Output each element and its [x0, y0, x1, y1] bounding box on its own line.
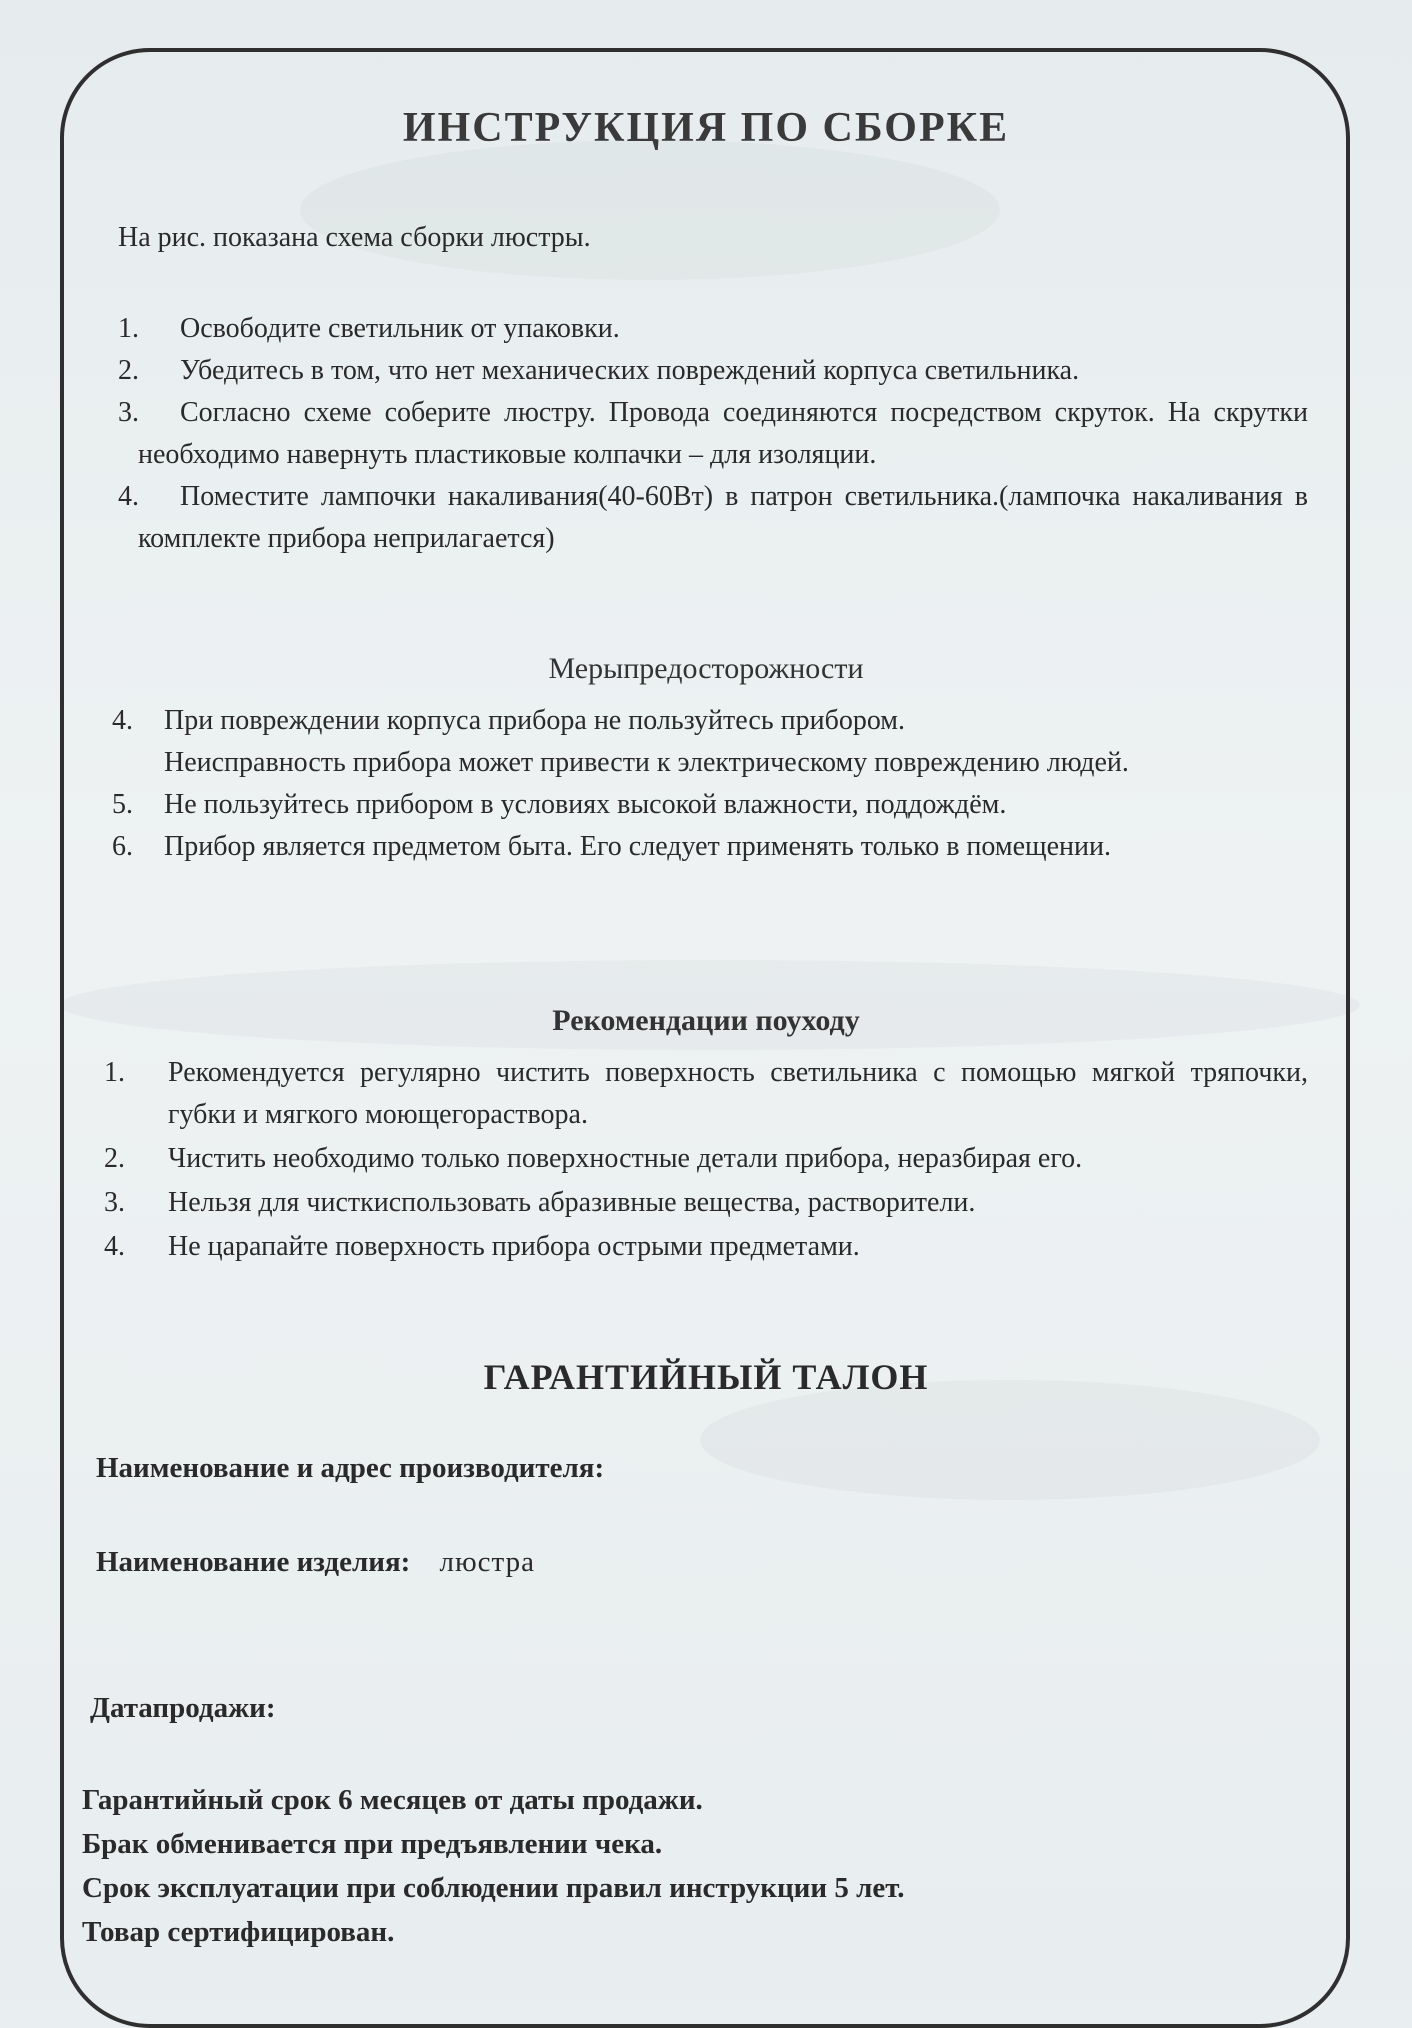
care-list — [104, 1052, 1308, 1270]
list-item — [104, 1226, 1308, 1268]
list-text: Убедитесь в том, что нет механических повреждений корпуса светильника. — [180, 355, 1080, 386]
precautions-list — [112, 700, 1308, 868]
list-text: Неисправность прибора может привести к электрическому повреждению людей. — [164, 747, 1129, 778]
list-item — [104, 1052, 1308, 1136]
assembly-steps-list — [118, 308, 1308, 560]
list-number: 3. — [104, 1187, 125, 1218]
footer-line: Товар сертифицирован. — [82, 1916, 395, 1948]
care-heading: Рекомендации поуходу — [552, 1004, 860, 1037]
list-text: При повреждении корпуса прибора не пользуйтесь прибором. — [164, 705, 906, 736]
list-text: Рекомендуется регулярно чистить поверхность светильника с помощью мягкой тряпочки, губки и мягкого моющегораствора. — [168, 1057, 1308, 1130]
list-item — [112, 742, 1308, 784]
warranty-heading: ГАРАНТИЙНЫЙ ТАЛОН — [483, 1357, 929, 1397]
footer-line: Гарантийный срок 6 месяцев от даты продажи. — [82, 1784, 703, 1816]
list-text: Освободите светильник от упаковки. — [180, 313, 620, 344]
sale-date-label: Датапродажи: — [90, 1692, 276, 1724]
product-value: люстра — [439, 1546, 535, 1578]
manufacturer-label: Наименование и адрес производителя: — [96, 1452, 605, 1484]
list-number: 4. — [118, 481, 139, 512]
list-number: 5. — [112, 789, 133, 820]
list-number: 3. — [118, 397, 139, 428]
warranty-footer — [82, 1778, 905, 1954]
list-number: 6. — [112, 831, 133, 862]
list-item — [118, 308, 1308, 350]
list-text: Не царапайте поверхность прибора острыми предметами. — [168, 1231, 860, 1262]
list-item — [118, 476, 1308, 560]
list-text: Не пользуйтесь прибором в условиях высокой влажности, поддождём. — [164, 789, 1007, 820]
product-field — [96, 1546, 535, 1579]
list-number: 1. — [118, 313, 139, 344]
precautions-heading: Мерыпредосторожности — [548, 652, 864, 685]
list-text: Согласно схеме соберите люстру. Провода соединяются посредством скруток. На скрутки необходимо навернуть пластиковые колпачки – для изоляции. — [138, 397, 1308, 470]
list-number: 4. — [112, 705, 133, 736]
list-text: Прибор является предметом быта. Его следует применять только в помещении. — [164, 831, 1111, 862]
list-item — [112, 826, 1308, 868]
list-number: 1. — [104, 1057, 125, 1088]
product-label: Наименование изделия: — [96, 1546, 411, 1578]
document-title: ИНСТРУКЦИЯ ПО СБОРКЕ — [402, 105, 1010, 151]
list-item — [118, 350, 1308, 392]
list-text: Поместите лампочки накаливания(40-60Вт) в патрон светильника.(лампочка накаливания в комплекте прибора неприлагается) — [138, 481, 1308, 554]
list-text: Чистить необходимо только поверхностные детали прибора, неразбирая его. — [168, 1143, 1083, 1174]
list-number: 2. — [104, 1143, 125, 1174]
footer-line: Срок эксплуатации при соблюдении правил инструкции 5 лет. — [82, 1872, 905, 1904]
list-number: 2. — [118, 355, 139, 386]
list-item — [104, 1138, 1308, 1180]
list-number: 4. — [104, 1231, 125, 1262]
list-item — [112, 700, 1308, 742]
list-text: Нельзя для чисткиспользовать абразивные вещества, растворители. — [168, 1187, 976, 1218]
list-item — [118, 392, 1308, 476]
list-item — [112, 784, 1308, 826]
footer-line: Брак обменивается при предъявлении чека. — [82, 1828, 663, 1860]
intro-text: На рис. показана схема сборки люстры. — [118, 222, 591, 253]
list-item — [104, 1182, 1308, 1224]
sale-date-field — [90, 1692, 275, 1725]
manufacturer-field — [96, 1452, 604, 1485]
